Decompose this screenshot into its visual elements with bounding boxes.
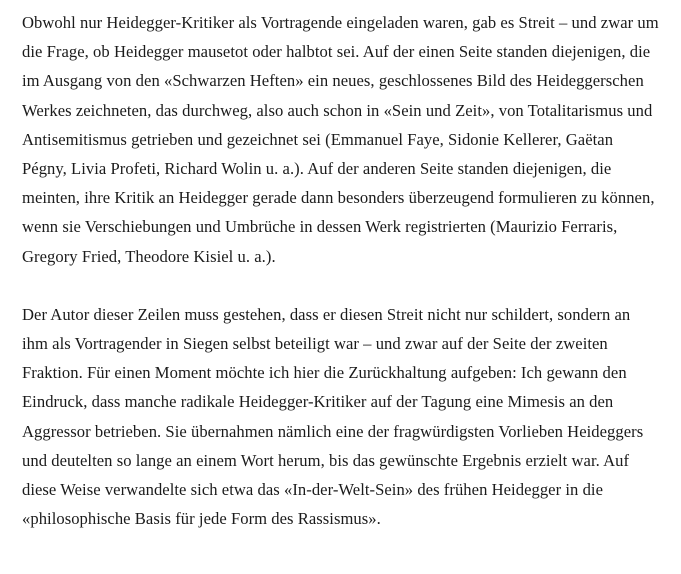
article-paragraph: Obwohl nur Heidegger-Kritiker als Vortragende eingeladen waren, gab es Streit – und zwar um die Frage, ob Heidegger mausetot oder halbtot sei. Auf der einen Seite standen diejenigen, die im Ausgang von den «Schwarzen Heften» ein neues, geschlossenes Bild des Heideggerschen Werkes zeichneten, das durchweg, also auch schon in «Sein und Zeit», von Totalitarismus und Antisemitismus getrieben und gezeichnet sei (Emmanuel Faye, Sidonie Kellerer, Gaëtan Pégny, Livia Profeti, Richard Wolin u. a.). Auf der anderen Seite standen diejenigen, die meinten, ihre Kritik an Heidegger gerade dann besonders überzeugend formulieren zu können, wenn sie Verschiebungen und Umbrüche in dessen Werk registrierten (Maurizio Ferraris, Gregory Fried, Theodore Kisiel u. a.). bbox=[22, 13, 659, 266]
article-paragraph: Der Autor dieser Zeilen muss gestehen, dass er diesen Streit nicht nur schildert, sondern an ihm als Vortragender in Siegen selbst beteiligt war – und zwar auf der Seite der zweiten Fraktion. Für einen Moment möchte ich hier die Zurückhaltung aufgeben: Ich gewann den Eindruck, dass manche radikale Heidegger-Kritiker auf der Tagung eine Mimesis an den Aggressor betrieben. Sie übernahmen nämlich eine der fragwürdigsten Vorlieben Heideggers und deutelten so lange an einem Wort herum, bis das gewünschte Ergebnis erzielt war. Auf diese Weise verwandelte sich etwa das «In-der-Welt-Sein» des frühen Heidegger in die «philosophische Basis für jede Form des Rassismus». bbox=[22, 304, 644, 529]
